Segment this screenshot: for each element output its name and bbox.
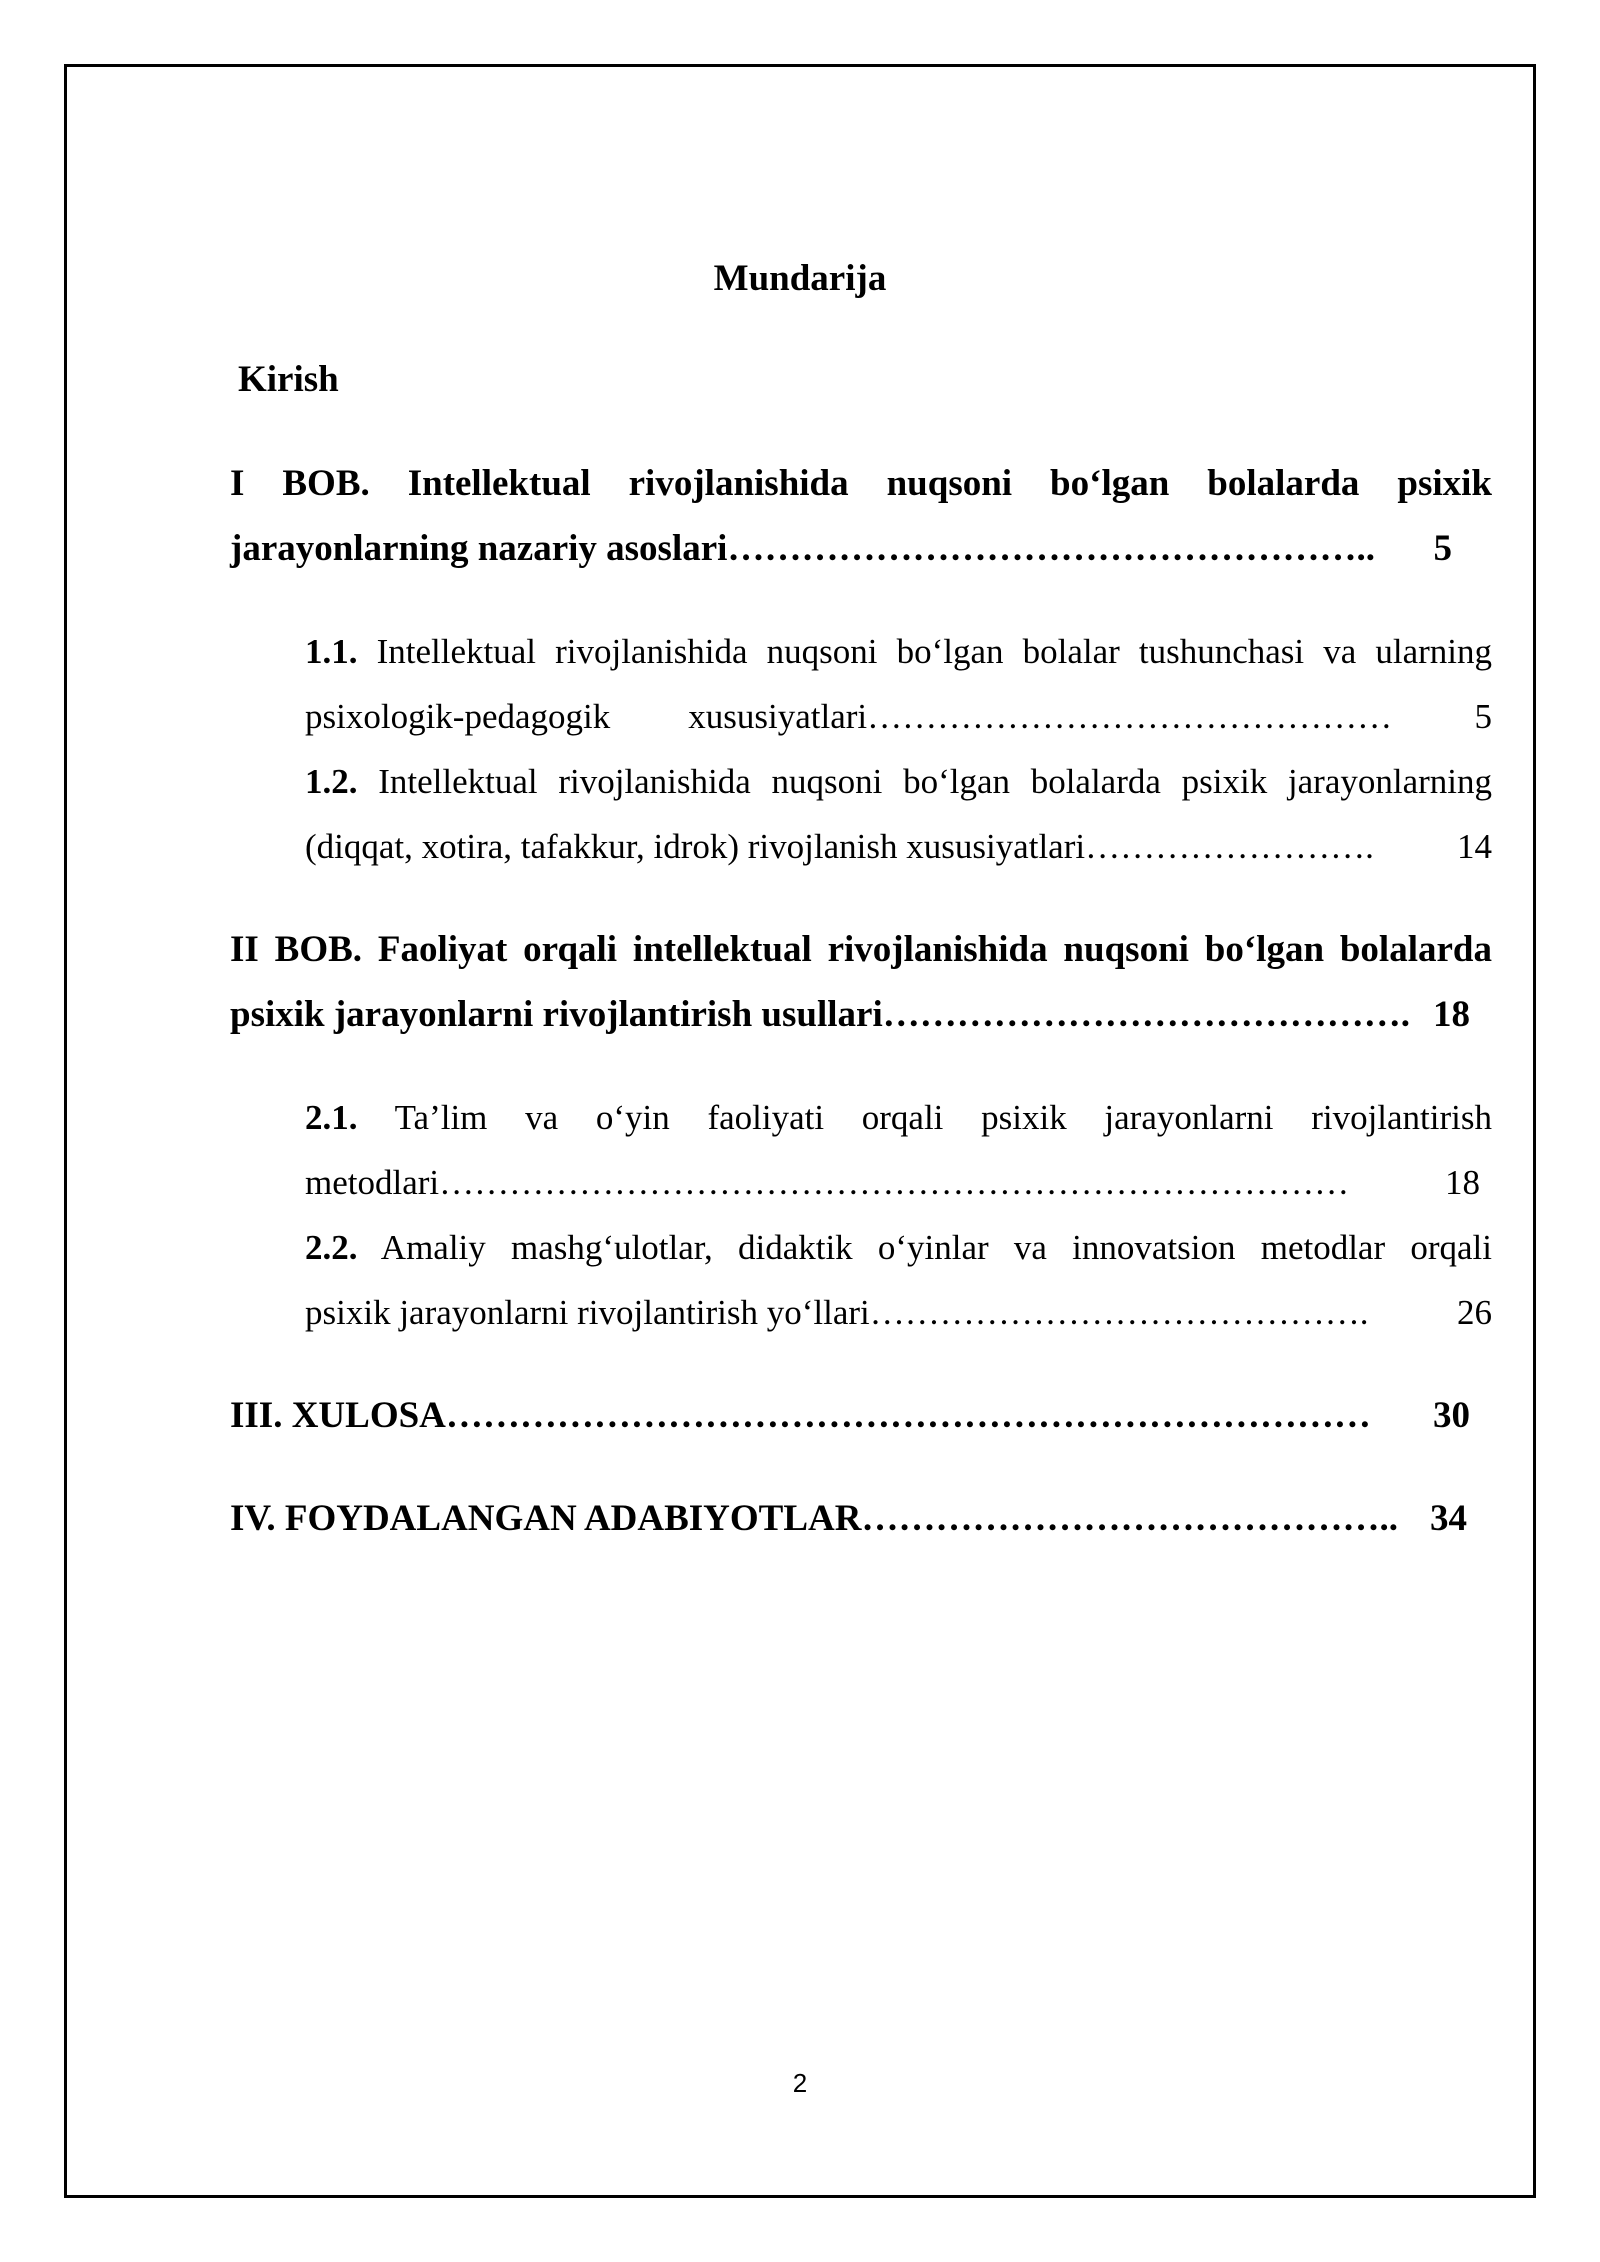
toc-entry-1-2-line1: 1.2. Intellektual rivojlanishida nuqsoni bo‘lgan bolalarda psixik jarayonlarning	[305, 762, 1492, 801]
page-ref: 34	[1430, 1498, 1467, 1539]
dot-leader: ……………………………………..	[861, 1498, 1398, 1539]
page-ref: 26	[1457, 1293, 1492, 1332]
toc-entry-2-1-line2: metodlari …………………………………………………………………… 18	[305, 1150, 1480, 1215]
page-ref: 30	[1433, 1395, 1470, 1436]
toc-entry-bob-1-line1: I BOB. Intellektual rivojlanishida nuqsoni bo‘lgan bolalarda psixik	[230, 463, 1492, 504]
toc-entry-bob-1	[230, 451, 1492, 581]
toc-entry-bob-1-line2: jarayonlarning nazariy asoslari …………………………………………….. 5	[230, 516, 1452, 581]
toc-entry-bob-2-line2: psixik jarayonlarni rivojlantirish usullari ……………………………………. 18	[230, 982, 1470, 1047]
section-number: 1.1.	[305, 632, 358, 671]
toc-title: Mundarija	[713, 258, 887, 299]
dot-leader: …………………………………….	[882, 994, 1410, 1035]
toc-entry-bob-2-line1: II BOB. Faoliyat orqali intellektual rivojlanishida nuqsoni bo‘lgan bolalarda	[230, 929, 1492, 970]
toc-entry-xulosa: III. XULOSA ………………………………………………………………… 30	[230, 1383, 1492, 1448]
toc-entry-2-2-line1: 2.2. Amaliy mashg‘ulotlar, didaktik o‘yinlar va innovatsion metodlar orqali	[305, 1228, 1492, 1267]
toc-entry-1-1-line1: 1.1. Intellektual rivojlanishida nuqsoni bo‘lgan bolalar tushunchasi va ularning	[305, 632, 1493, 671]
page-ref: 18	[1445, 1163, 1480, 1202]
dot-leader: ………………………………………	[867, 697, 1393, 736]
toc-entry-bob-2	[230, 917, 1492, 1047]
toc-entry-kirish: Kirish	[238, 359, 339, 400]
dot-leader: …………………………………………………………………	[445, 1395, 1371, 1436]
page-ref: 18	[1433, 994, 1470, 1035]
section-number: 1.2.	[305, 762, 358, 801]
toc-entry-2-2	[305, 1215, 1492, 1345]
page-ref: 14	[1457, 827, 1492, 866]
page-ref: 5	[1433, 528, 1452, 569]
toc-entry-1-1-line2: psixologik-pedagogik xususiyatlari ……………………………………… 5	[305, 684, 1492, 749]
toc-entry-1-1	[305, 619, 1492, 749]
toc-entry-2-1-line1: 2.1. Ta’lim va o‘yin faoliyati orqali psixik jarayonlarni rivojlantirish	[305, 1098, 1493, 1137]
page-ref: 5	[1474, 697, 1492, 736]
dot-leader: ……………………………………………………………………	[439, 1163, 1350, 1202]
page-number: 2	[792, 2068, 808, 2098]
dot-leader: ……………………………………………..	[727, 528, 1375, 569]
toc-entry-1-2-line2: (diqqat, xotira, tafakkur, idrok) rivojlanish xususiyatlari ……………………. 14	[305, 814, 1492, 879]
toc-entry-2-1	[305, 1085, 1492, 1215]
toc-entry-2-2-line2: psixik jarayonlarni rivojlantirish yo‘llari ……………………………………. 26	[305, 1280, 1492, 1345]
dot-leader: …………………………………….	[869, 1293, 1369, 1332]
dot-leader: …………………….	[1085, 827, 1374, 866]
toc-entry-1-2	[305, 749, 1492, 879]
section-number: 2.2.	[305, 1228, 358, 1267]
section-number: 2.1.	[305, 1098, 358, 1137]
toc-entry-adabiyotlar: IV. FOYDALANGAN ADABIYOTLAR …………………………………….. 34	[230, 1486, 1492, 1551]
